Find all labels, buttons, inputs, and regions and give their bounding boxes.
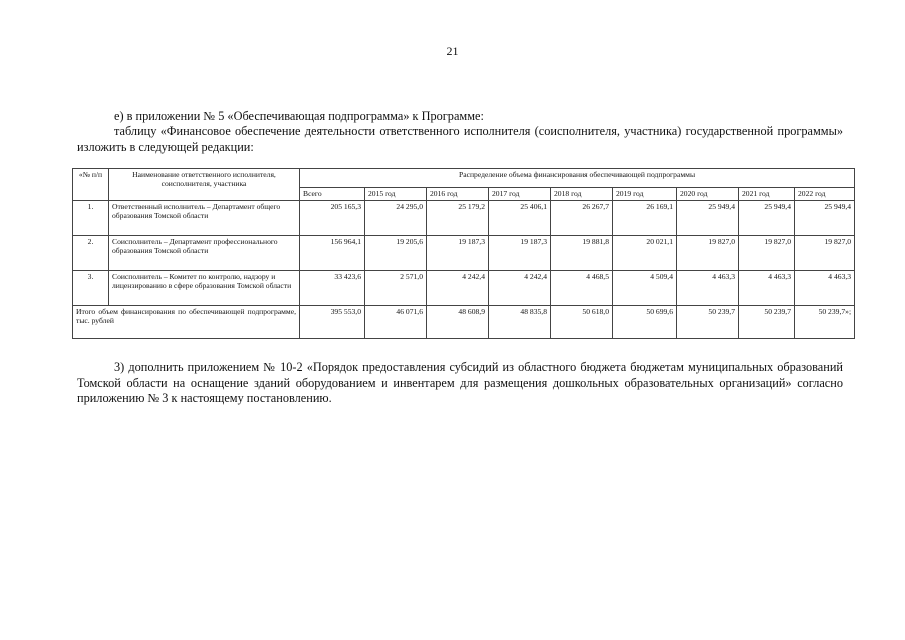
cell-value: 205 165,3 xyxy=(300,201,365,236)
cell-value: 4 242,4 xyxy=(427,271,489,306)
col-header-2017: 2017 год xyxy=(489,188,551,201)
cell-value: 25 949,4 xyxy=(739,201,795,236)
cell-value: 2 571,0 xyxy=(365,271,427,306)
total-value: 48 835,8 xyxy=(489,306,551,339)
header-num: «№ п/п xyxy=(73,169,109,201)
cell-value: 19 881,8 xyxy=(551,236,613,271)
row-name: Соисполнитель – Комитет по контролю, надзору и лицензированию в сфере образования Томской области xyxy=(109,271,300,306)
cell-value: 4 463,3 xyxy=(795,271,855,306)
total-value: 50 239,7 xyxy=(739,306,795,339)
page-number: 21 xyxy=(446,44,459,58)
col-header-2021: 2021 год xyxy=(739,188,795,201)
cell-value: 25 179,2 xyxy=(427,201,489,236)
row-num: 1. xyxy=(73,201,109,236)
cell-value: 26 267,7 xyxy=(551,201,613,236)
total-value: 50 239,7 xyxy=(677,306,739,339)
col-header-2022: 2022 год xyxy=(795,188,855,201)
paragraph-table-instruction: таблицу «Финансовое обеспечение деятельности ответственного исполнителя (соисполнителя, участника) государственной программы» изложить в следующей редакции: xyxy=(77,124,843,154)
cell-value: 20 021,1 xyxy=(613,236,677,271)
cell-value: 24 295,0 xyxy=(365,201,427,236)
cell-value: 4 468,5 xyxy=(551,271,613,306)
cell-value: 19 827,0 xyxy=(677,236,739,271)
cell-value: 4 463,3 xyxy=(677,271,739,306)
col-header-2020: 2020 год xyxy=(677,188,739,201)
cell-value: 19 827,0 xyxy=(795,236,855,271)
cell-value: 19 827,0 xyxy=(739,236,795,271)
table-row xyxy=(73,201,855,236)
total-value: 46 071,6 xyxy=(365,306,427,339)
cell-value: 156 964,1 xyxy=(300,236,365,271)
cell-value: 25 949,4 xyxy=(677,201,739,236)
header-name: Наименование ответственного исполнителя, соисполнителя, участника xyxy=(109,169,300,201)
row-name: Ответственный исполнитель – Департамент общего образования Томской области xyxy=(109,201,300,236)
cell-value: 25 949,4 xyxy=(795,201,855,236)
table-row xyxy=(73,236,855,271)
cell-value: 4 463,3 xyxy=(739,271,795,306)
header-distribution: Распределение объема финансирования обеспечивающей подпрограммы xyxy=(300,169,855,188)
col-header-2015: 2015 год xyxy=(365,188,427,201)
paragraph-item-3: 3) дополнить приложением № 10-2 «Порядок предоставления субсидий из областного бюджета бюджетам муниципальных образований Томской области на оснащение зданий оборудованием и инвентарем для размещения дошкольных образовательных организаций» согласно приложению № 3 к настоящему постановлению. xyxy=(77,360,843,405)
cell-value: 25 406,1 xyxy=(489,201,551,236)
col-header-total: Всего xyxy=(300,188,365,201)
total-value: 50 699,6 xyxy=(613,306,677,339)
table-row xyxy=(73,271,855,306)
cell-value: 33 423,6 xyxy=(300,271,365,306)
col-header-2016: 2016 год xyxy=(427,188,489,201)
col-header-2019: 2019 год xyxy=(613,188,677,201)
row-num: 3. xyxy=(73,271,109,306)
cell-value: 19 187,3 xyxy=(489,236,551,271)
table-total-row xyxy=(73,306,855,339)
cell-value: 26 169,1 xyxy=(613,201,677,236)
row-num: 2. xyxy=(73,236,109,271)
cell-value: 19 187,3 xyxy=(427,236,489,271)
total-label: Итого объем финансирования по обеспечивающей подпрограмме, тыс. рублей xyxy=(73,306,300,339)
cell-value: 4 509,4 xyxy=(613,271,677,306)
total-value: 50 618,0 xyxy=(551,306,613,339)
row-name: Соисполнитель – Департамент профессионального образования Томской области xyxy=(109,236,300,271)
col-header-2018: 2018 год xyxy=(551,188,613,201)
total-value: 395 553,0 xyxy=(300,306,365,339)
cell-value: 19 205,6 xyxy=(365,236,427,271)
paragraph-item-e: е) в приложении № 5 «Обеспечивающая подпрограмма» к Программе: xyxy=(114,109,484,123)
financing-table xyxy=(72,168,855,339)
total-value: 48 608,9 xyxy=(427,306,489,339)
cell-value: 4 242,4 xyxy=(489,271,551,306)
total-value: 50 239,7»; xyxy=(795,306,855,339)
